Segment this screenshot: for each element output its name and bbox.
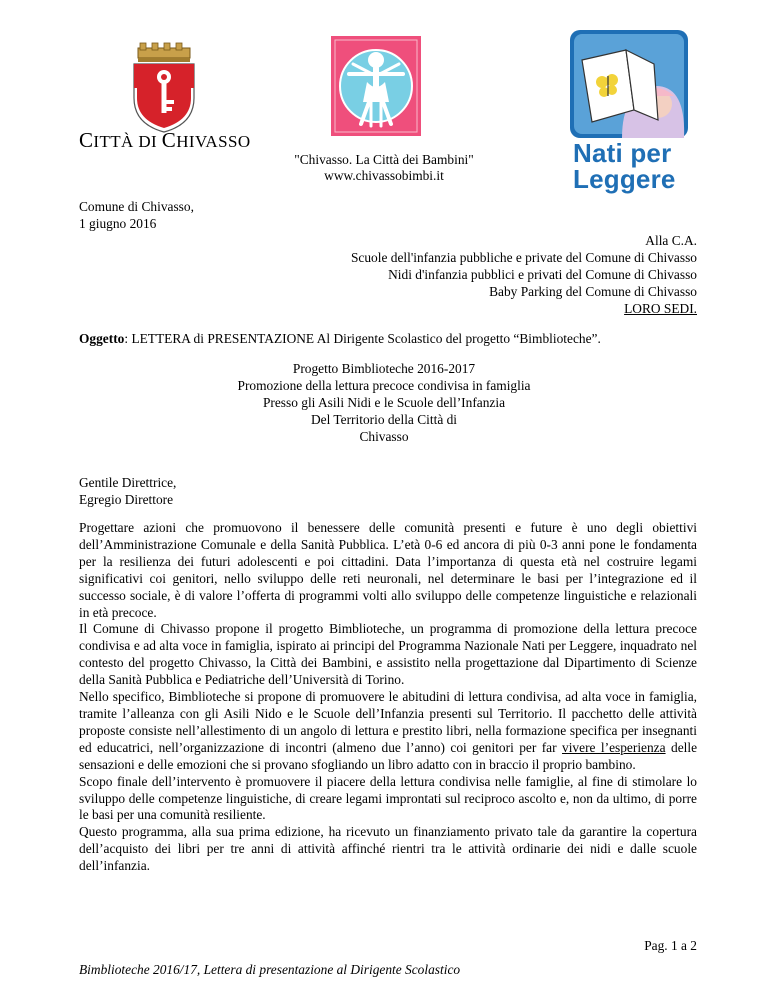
nati-per-leggere-wordmark: Nati per Leggere [573, 138, 676, 194]
paragraph-3: Nello specifico, Bimblioteche si propone di promuovere le abitudini di lettura condivisa, ad alta voce in famiglia, tramite l’alleanza con gli Asili Nido e le Scuole dell’Infanzia presenti sul Territorio. Il pacchetto delle attività proposte consiste nell’allestimento di un angolo di lettura e prestito libri, nella formazione specifica per insegnanti ed educatrici, nell’organizzazione di incontri (almeno due l’anno) coi genitori per far vivere l’esperienza delle sensazioni e delle emozioni che si provano sfogliando un libro adatto con in braccio il proprio bambino. [79, 689, 698, 772]
website: www.chivassobimbi.it [324, 168, 444, 183]
subject [79, 330, 601, 347]
city-crest-icon [128, 42, 200, 134]
paragraph-1: Progettare azioni che promuovono il benessere delle comunità presenti e future è uno degli obiettivi dell’Amministrazione Comunale e della Sanità Pubblica. L’età 0-6 ed ancora di più 0-3 anni pone le fondamenta per la resilienza dei futuri adolescenti e poi cittadini. Data l’importanza di questa età nel costruire legami significativi coi genitori, nello sviluppo delle reti neuronali, nel determinare le basi per l’integrazione ed il successo sociale, è di valore l’offerta di programmi volti allo sviluppo delle competenze linguistiche e relazionali in età precoce. [79, 520, 697, 620]
city-name: CITTÀ DI CHIVASSO [79, 128, 251, 152]
salutation-line-1: Gentile Direttrice, [79, 475, 177, 490]
sender-date: 1 giugno 2016 [79, 216, 157, 231]
recipient-line-1: Alla C.A. [645, 233, 697, 248]
paragraph-5: Questo programma, alla sua prima edizione, ha ricevuto un finanziamento privato tale da garantire la copertura dell’acquisto dei libri per tre anni di attività affinché rientri tra le attività ordinarie dei nidi e dalle scuole dell’infanzia. [79, 824, 697, 874]
paragraph-2: Il Comune di Chivasso propone il progetto Bimblioteche, un programma di promozione della lettura precoce condivisa e ad alta voce in famiglia, ispirato ai principi del Programma Nazionale Nati per Leggere, inquadrato nel contesto del progetto Chivasso, la Città dei Bambini, e assistito nella progettazione dal Dipartimento di Scienze della Sanità Pubblica e Pediatriche dell’Università di Torino. [79, 621, 697, 688]
paragraph-4: Scopo finale dell’intervento è promuovere il piacere della lettura condivisa nelle famiglie, al fine di stimolare lo sviluppo delle competenze linguistiche, di creare legami improntati sul reciproco ascolto e, non da ultimo, di porre le basi per una comunità resiliente. [79, 773, 697, 823]
vitruvian-child-icon [331, 36, 421, 136]
motto: "Chivasso. La Città dei Bambini" [294, 152, 474, 167]
recipient-line-5: LORO SEDI. [624, 301, 697, 316]
page-number: Pag. 1 a 2 [644, 938, 697, 953]
salutation-line-2: Egregio Direttore [79, 492, 174, 507]
project-title-line-1: Progetto Bimblioteche 2016-2017 [292, 361, 476, 376]
letter-body [79, 520, 697, 875]
footer-title: Bimblioteche 2016/17, Lettera di presentazione al Dirigente Scolastico [79, 962, 461, 977]
project-title-line-3: Presso gli Asili Nidi e le Scuole dell’Infanzia [262, 395, 506, 410]
subject-label: Oggetto [79, 331, 125, 346]
recipient-line-3: Nidi d'infanzia pubblici e privati del Comune di Chivasso [388, 267, 697, 282]
sender-line-1: Comune di Chivasso, [79, 199, 194, 214]
project-title-line-5: Chivasso [359, 429, 409, 444]
project-title-line-2: Promozione della lettura precoce condivisa in famiglia [237, 378, 531, 393]
recipient-line-2: Scuole dell'infanzia pubbliche e private del Comune di Chivasso [350, 250, 697, 265]
recipient-line-4: Baby Parking del Comune di Chivasso [489, 284, 697, 299]
nati-per-leggere-logo-icon [570, 30, 688, 138]
subject-text: : LETTERA di PRESENTAZIONE Al Dirigente Scolastico del progetto “Bimblioteche”. [124, 331, 601, 346]
project-title-line-4: Del Territorio della Città di [310, 412, 458, 427]
